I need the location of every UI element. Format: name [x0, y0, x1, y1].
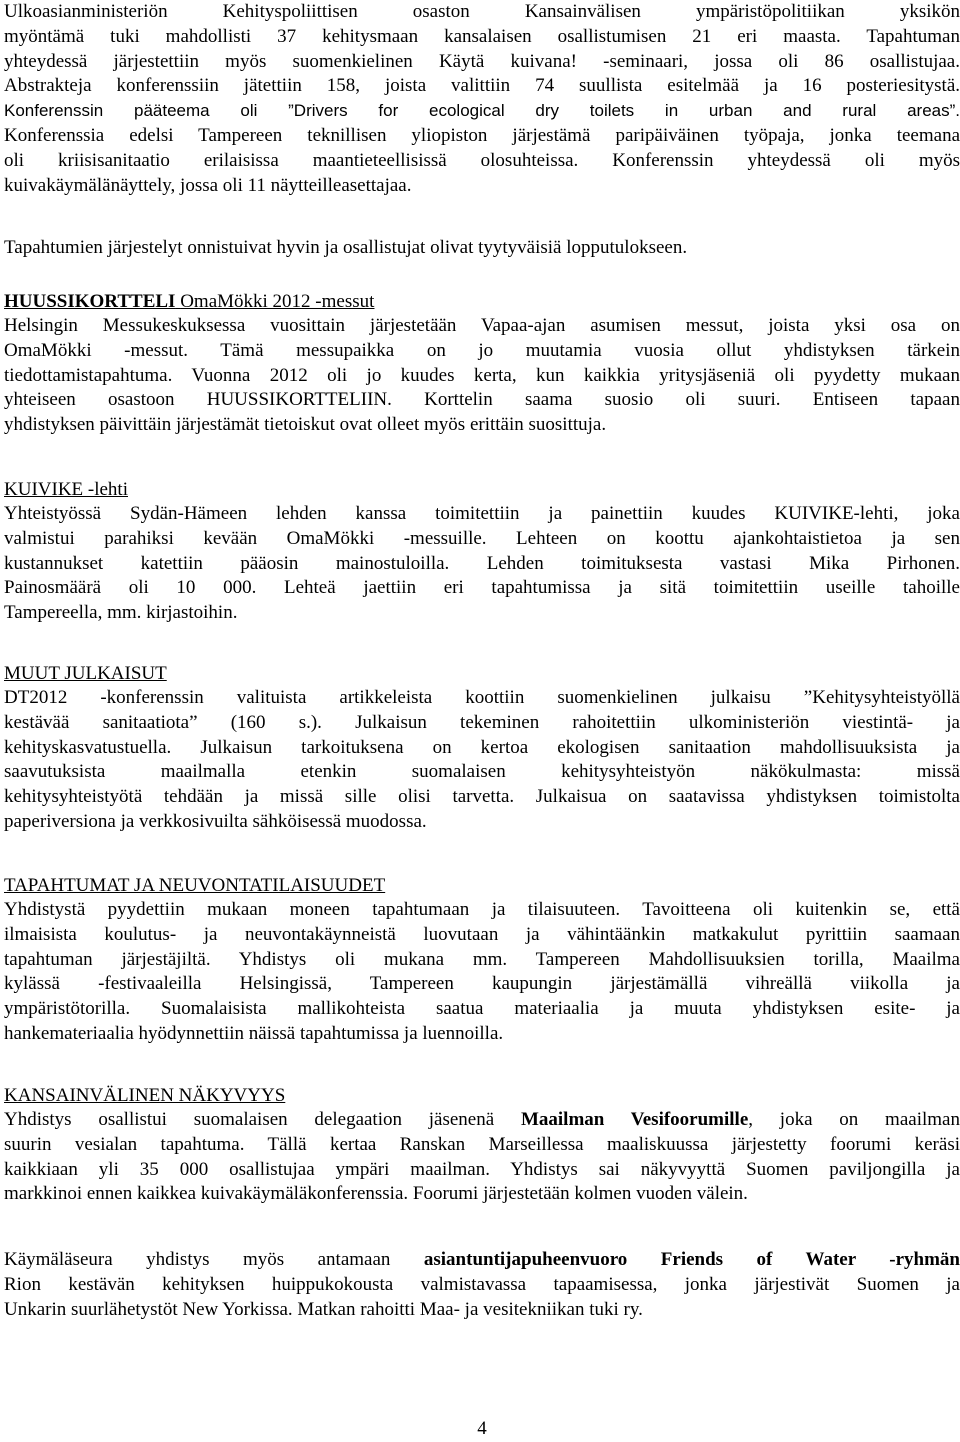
text-line: kustannukset katettiin pääosin mainostuloilla. Lehden toimituksesta vastasi Mika Pirhonen.: [4, 552, 960, 574]
section-kuivike: [4, 480, 960, 626]
heading-subtitle: OmaMökki 2012 -messut: [180, 291, 375, 312]
text-line: Yhdistystä pyydettiin mukaan moneen tapahtumaan ja tilaisuuteen. Tavoitteena oli kuitenkin se, että: [4, 899, 960, 920]
text-line: paperiversiona ja verkkosivuilta sähköisessä muodossa.: [4, 810, 427, 832]
text-line: Unkarin suurlähetystöt New Yorkissa. Matkan rahoitti Maa- ja vesitekniikan tuki ry.: [4, 1298, 643, 1320]
section-kansainvalinen: [4, 1086, 960, 1207]
text-line: ympäristötorilla. Suomalaisista mallikohteista saatua materiaalia ja muuta yhdistyksen esite- ja: [4, 998, 960, 1020]
text-fragment: Yhdistys osallistui suomalaisen delegaation jäsenenä: [4, 1109, 521, 1130]
text-line: Ulkoasianministeriön Kehityspoliittisen osaston Kansainvälisen ympäristöpolitiikan yksikön: [4, 1, 960, 22]
text-line: kaikkiaan yli 35 000 osallistujaa ympäri maailman. Yhdistys sai näkyvyyttä Suomen paviljongilla ja: [4, 1158, 960, 1180]
heading-bold: HUUSSIKORTTELI: [4, 291, 176, 312]
text-line: kehityskasvatustuella. Julkaisun tarkoituksena on kertoa ekologisen sanitaation mahdollisuuksista ja: [4, 736, 960, 758]
text-line: tiedottamistapahtuma. Vuonna 2012 oli jo kuudes kerta, kun kaikkia yritysjäseniä oli pyydetty mukaan: [4, 364, 960, 386]
section-heading: [4, 292, 960, 312]
section-tapahtumat: [4, 876, 960, 1047]
text-fragment: , joka on maailman: [748, 1109, 960, 1130]
section-huussikortteli: [4, 292, 960, 438]
intro-closing-paragraph: [4, 236, 960, 261]
text-line: Rion kestävän kehityksen huippukokousta valmistavassa tapaamisessa, jonka järjestivät Suomen ja: [4, 1273, 960, 1295]
text-line: Abstrakteja konferenssiin jätettiin 158, joista valittiin 74 suullista esitelmää ja 16 posteriesitystä.: [4, 75, 960, 97]
text-line: suurin vesialan tapahtuma. Tällä kertaa Ranskan Marseillessa maaliskuussa järjestetty foorumi keräsi: [4, 1133, 960, 1155]
intro-paragraph: [4, 0, 960, 198]
text-line: yhteiseen osastoon HUUSSIKORTTELIIN. Korttelin saama suosio oli suuri. Entiseen tapaan: [4, 389, 960, 411]
text-line: Tampereella, mm. kirjastoihin.: [4, 602, 238, 624]
section-heading: KUIVIKE -lehti: [4, 479, 128, 500]
text-line: yhteydessä järjestettiin myös suomenkielinen Käytä kuivana! -seminaari, jossa oli 86 osallistujaa.: [4, 50, 960, 72]
page-number: 4: [477, 1418, 487, 1439]
text-line: hankemateriaalia hyödynnettiin näissä tapahtumissa ja luennoilla.: [4, 1022, 504, 1044]
text-line: Tapahtumien järjestelyt onnistuivat hyvin ja osallistujat olivat tyytyväisiä lopputulokseen.: [4, 237, 688, 258]
text-line: valmistui parahiksi kevään OmaMökki -messuille. Lehteen on koottu ajankohtaistietoa ja sen: [4, 527, 960, 549]
bold-text: asiantuntijapuheenvuoro Friends of Water -ryhmän: [423, 1249, 960, 1270]
text-line: yhdistyksen päivittäin järjestämät tietoiskut ovat olleet myös erittäin suosittuja.: [4, 414, 607, 436]
text-line: kuivakäymälänäyttely, jossa oli 11 näytteilleasettajaa.: [4, 174, 412, 196]
section-heading: KANSAINVÄLINEN NÄKYVYYS: [4, 1085, 286, 1106]
text-line: [4, 1108, 960, 1133]
text-line: kylässä -festivaaleilla Helsingissä, Tampereen kaupungin järjestämällä vihreällä viikolla ja: [4, 973, 960, 995]
text-line: Helsingin Messukeskuksessa vuosittain järjestetään Vapaa-ajan asumisen messut, joista yksi osa on: [4, 315, 960, 336]
text-line: tapahtuman järjestäjiltä. Yhdistys oli mukana mm. Tampereen Mahdollisuuksien torilla, Maailma: [4, 948, 960, 970]
bold-text: Maailman Vesifoorumille: [520, 1109, 749, 1130]
text-line: Konferenssia edelsi Tampereen teknillisen yliopiston järjestämä paripäiväinen työpaja, jonka teemana: [4, 124, 960, 146]
text-line: [4, 1248, 960, 1273]
text-line: oli kriisisanitaatio erilaisissa maantieteellisissä olosuhteissa. Konferenssin yhteydessä oli myös: [4, 149, 960, 171]
text-line: Painosmäärä oli 10 000. Lehteä jaettiin eri tapahtumissa ja sitä toimitettiin useille tahoille: [4, 577, 960, 599]
text-line: myöntämä tuki mahdollisti 37 kehitysmaan kansalaisen osallistumisen 21 eri maasta. Tapahtuman: [4, 25, 960, 47]
section-heading: MUUT JULKAISUT: [4, 663, 167, 684]
text-fragment: Käymäläseura yhdistys myös antamaan: [4, 1249, 424, 1270]
section-heading: TAPAHTUMAT JA NEUVONTATILAISUUDET: [4, 875, 386, 896]
section-muut-julkaisut: [4, 664, 960, 835]
text-line: DT2012 -konferenssin valituista artikkeleista koottiin suomenkielinen julkaisu ”Kehitysyhteistyöllä: [4, 687, 960, 708]
paragraph-friends-of-water: [4, 1248, 960, 1322]
text-line: Yhteistyössä Sydän-Hämeen lehden kanssa toimitettiin ja painettiin kuudes KUIVIKE-lehti, joka: [4, 503, 960, 524]
text-line: kestävää sanitaatiota” (160 s.). Julkaisun tekeminen rahoitettiin ulkoministeriön viestintä- ja: [4, 711, 960, 733]
text-line: OmaMökki -messut. Tämä messupaikka on jo muutamia vuosia ollut yhdistyksen tärkein: [4, 339, 960, 361]
text-line: kehitysyhteistyötä tehdään ja missä sille olisi tarvetta. Julkaisua on saatavissa yhdistyksen toimistolta: [4, 786, 960, 808]
text-line: ilmaisista koulutus- ja neuvontakäynneistä luovutaan ja vähintäänkin matkakulut pyrittiin saamaan: [4, 923, 960, 945]
text-line: markkinoi ennen kaikkea kuivakäymäläkonferenssia. Foorumi järjestetään kolmen vuoden välein.: [4, 1183, 748, 1205]
text-line: saavutuksista maailmalla etenkin suomalaisen kehitysyhteistyön näkökulmasta: missä: [4, 761, 960, 783]
text-line: Konferenssin pääteema oli ”Drivers for ecological dry toilets in urban and rural areas”.: [4, 101, 960, 121]
